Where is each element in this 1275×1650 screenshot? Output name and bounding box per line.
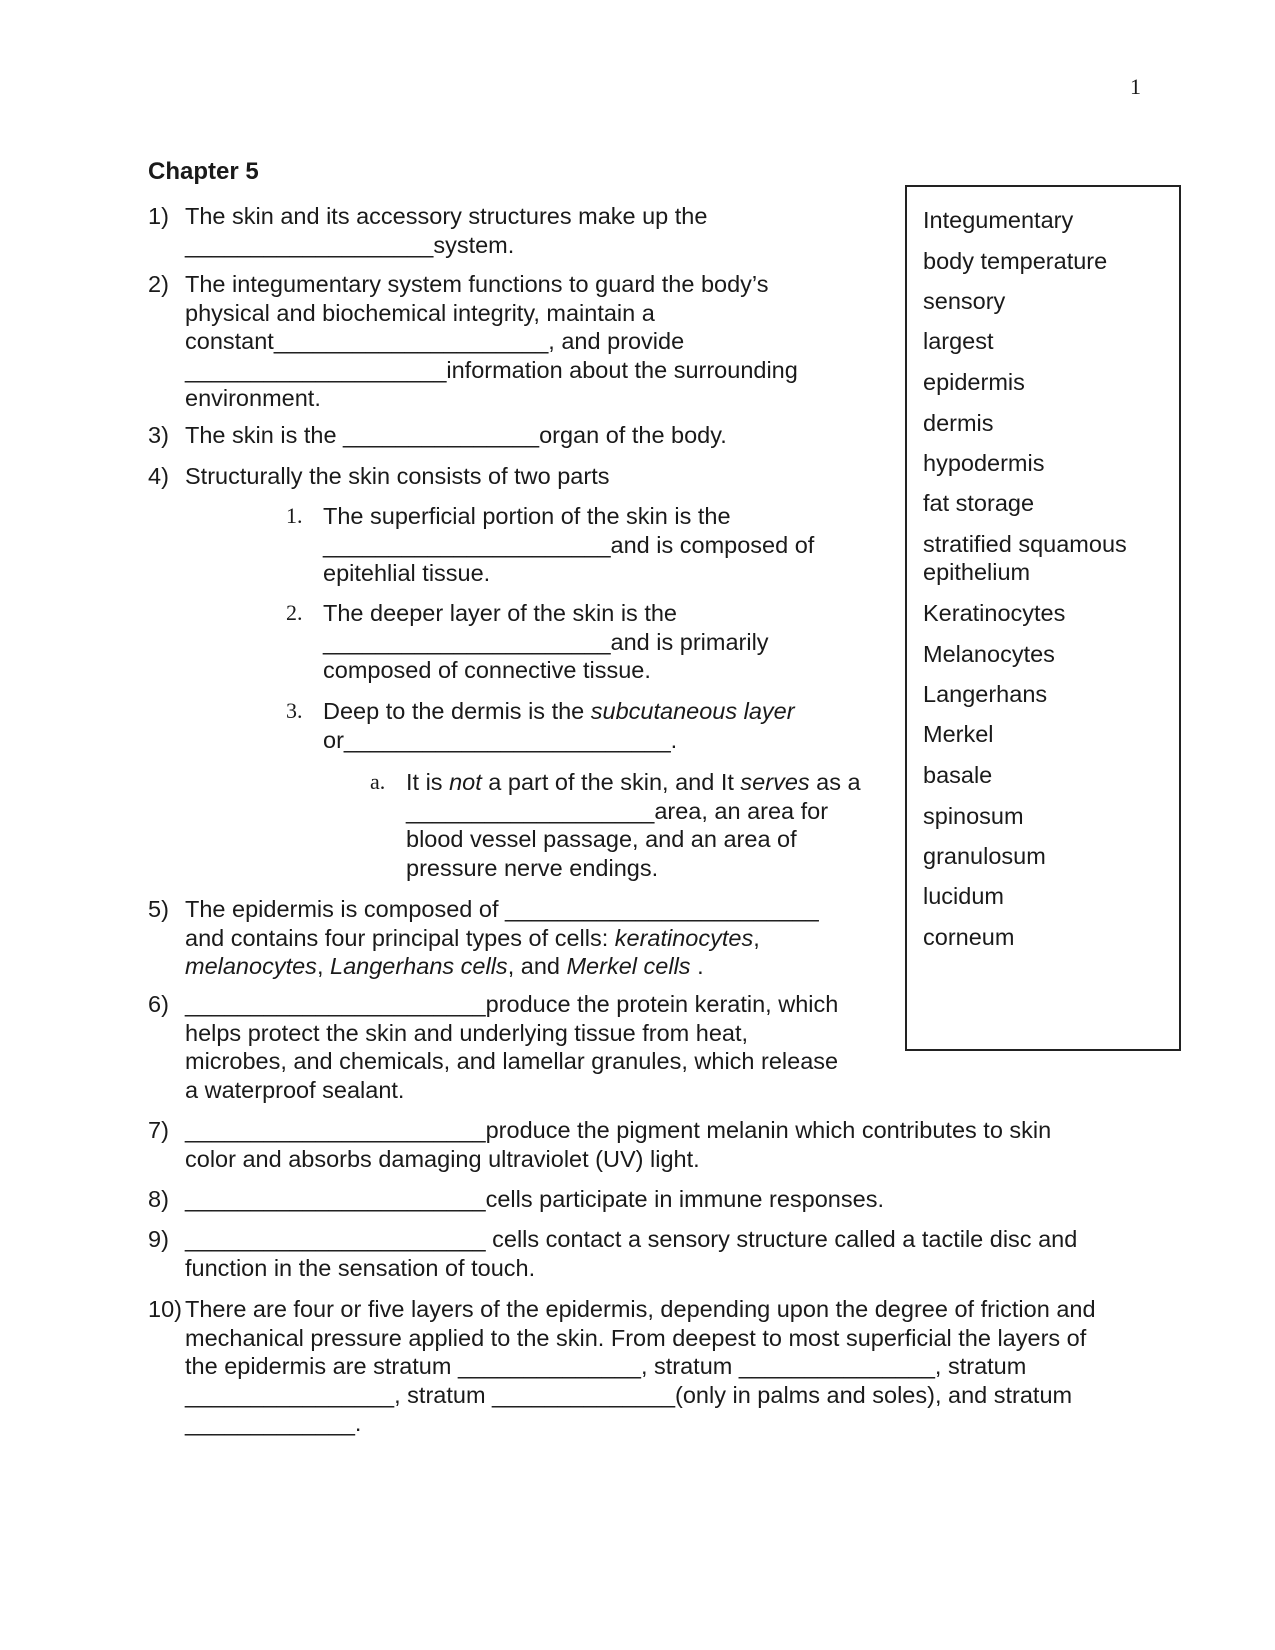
italic-term: subcutaneous layer (590, 698, 795, 724)
question-text-line: _______________________cells participate in immune responses. (185, 1186, 884, 1212)
word-bank-item: granulosum (923, 843, 1046, 869)
word-bank-item: Integumentary (923, 207, 1074, 233)
word-bank-item: stratified squamous (923, 531, 1127, 557)
question-text-line: The skin and its accessory structures make up the (185, 203, 708, 229)
question-number: 5) (148, 896, 169, 922)
sub-item-number: 2. (286, 600, 303, 625)
question-number: 8) (148, 1186, 169, 1212)
word-bank-item: Langerhans (923, 681, 1048, 707)
question-number: 1) (148, 203, 169, 229)
word-bank-item: hypodermis (923, 450, 1045, 476)
question-number: 4) (148, 463, 169, 489)
question-text-line: a waterproof sealant. (185, 1076, 405, 1103)
question-text-line: _______________________produce the pigment melanin which contributes to skin (185, 1117, 1052, 1143)
question-text-line: mechanical pressure applied to the skin. From deepest to most superficial the layers of (185, 1324, 1087, 1351)
question-text-line: The epidermis is composed of ________________________ (185, 896, 819, 922)
word-bank-item: dermis (923, 410, 994, 436)
text-span: and contains four principal types of cells: (185, 924, 615, 951)
question-text-line: _______________________ cells contact a sensory structure called a tactile disc and (185, 1226, 1078, 1252)
word-bank-item: epithelium (923, 559, 1031, 585)
question-text-line: color and absorbs damaging ultraviolet (UV) light. (185, 1145, 700, 1172)
word-bank-item: Keratinocytes (923, 600, 1066, 626)
question-number: 6) (148, 991, 169, 1017)
sub-item-text-line: The deeper layer of the skin is the (323, 600, 678, 626)
question-text-line: There are four or five layers of the epidermis, depending upon the degree of friction and (185, 1296, 1096, 1322)
question-text-line: microbes, and chemicals, and lamellar granules, which release (185, 1048, 839, 1074)
text-span: as a (809, 769, 861, 795)
sub-item-number: a. (370, 769, 386, 794)
question-text-line: The integumentary system functions to guard the body’s (185, 271, 769, 297)
word-bank-item: spinosum (923, 803, 1024, 829)
italic-term: serves (740, 769, 810, 795)
text-span: , (316, 953, 330, 979)
question-number: 3) (148, 422, 169, 448)
sub-item-text-line: epitehlial tissue. (323, 560, 491, 586)
question-text-line: the epidermis are stratum ______________, stratum _______________, stratum (185, 1353, 1027, 1379)
word-bank-item: body temperature (923, 248, 1108, 274)
question-number: 9) (148, 1226, 169, 1252)
question-text-line: function in the sensation of touch. (185, 1254, 536, 1281)
text-span: . (690, 953, 704, 979)
question-text-line: ____________________information about the surrounding (185, 356, 798, 383)
question-text-line: Structurally the skin consists of two parts (185, 463, 610, 489)
sub-item-text-line: ______________________and is composed of (323, 531, 815, 558)
sub-item-number: 1. (286, 503, 303, 528)
italic-term: Langerhans cells (330, 953, 508, 979)
text-span: , (753, 924, 760, 951)
chapter-title: Chapter 5 (148, 158, 259, 185)
sub-item-text-line (323, 697, 795, 726)
word-bank (905, 185, 1181, 1051)
sub-item-text-line: blood vessel passage, and an area of (406, 826, 797, 852)
word-bank-item: largest (923, 328, 994, 354)
question-text-line: _____________. (185, 1410, 362, 1436)
question-text-line (185, 924, 819, 953)
question-text-line (185, 952, 819, 981)
sub-item-number: 3. (286, 698, 303, 723)
word-bank-item: corneum (923, 924, 1015, 950)
question-number: 2) (148, 271, 169, 297)
italic-term: melanocytes (185, 953, 317, 979)
sub-item-text-line (406, 768, 861, 797)
question-text-line: physical and biochemical integrity, maintain a (185, 299, 655, 326)
word-bank-item: fat storage (923, 490, 1035, 516)
sub-item-text-line: The superficial portion of the skin is the (323, 503, 731, 529)
word-bank-item: lucidum (923, 883, 1004, 909)
sub-item-text-line: pressure nerve endings. (406, 854, 659, 881)
word-bank-item: Melanocytes (923, 641, 1055, 667)
word-bank-item: Merkel (923, 721, 994, 747)
word-bank-item: basale (923, 762, 993, 788)
italic-term: keratinocytes (614, 924, 754, 951)
text-span: a part of the skin, and It (481, 769, 741, 795)
question-text-line: ________________, stratum ______________(only in palms and soles), and stratum (185, 1381, 1073, 1408)
italic-term: Merkel cells (566, 953, 691, 979)
italic-term: not (449, 769, 482, 795)
sub-item-text-line: composed of connective tissue. (323, 657, 651, 683)
sub-item-text-line: ___________________area, an area for (406, 797, 829, 824)
question-text-line: ___________________system. (185, 231, 515, 258)
page-number: 1 (1130, 74, 1141, 99)
question-text-line: helps protect the skin and underlying tissue from heat, (185, 1019, 749, 1046)
question-number: 7) (148, 1117, 169, 1143)
question-text-line: environment. (185, 385, 321, 411)
text-span: , and (507, 953, 567, 979)
question-number: 10) (148, 1296, 182, 1322)
sub-item-text-line: or_________________________. (323, 726, 678, 753)
sub-item-text-line: ______________________and is primarily (323, 628, 769, 655)
word-bank-item: sensory (923, 288, 1006, 314)
text-span: Deep to the dermis is the (323, 698, 591, 724)
question-text-line: The skin is the _______________organ of the body. (185, 422, 727, 448)
question-text-line: _______________________produce the protein keratin, which (185, 991, 839, 1017)
text-span: It is (406, 769, 450, 795)
word-bank-item: epidermis (923, 369, 1025, 395)
question-text-line: constant_____________________, and provide (185, 328, 685, 354)
